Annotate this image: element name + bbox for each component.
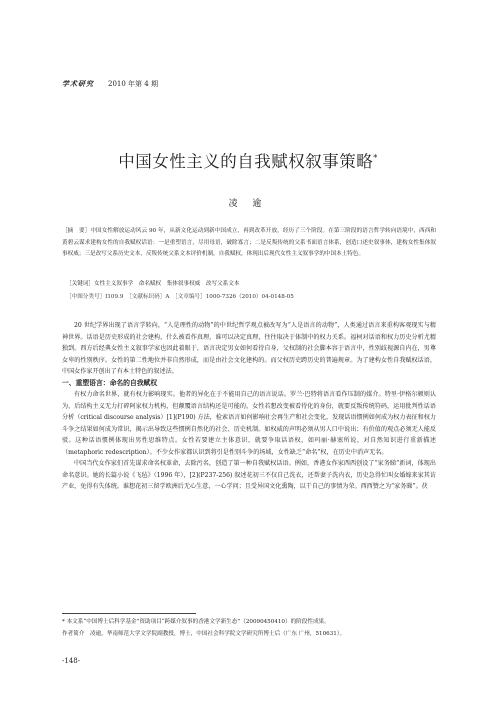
author-name: 凌 逾 — [228, 199, 268, 209]
page-header — [62, 79, 158, 89]
body-paragraph: 有权力命名世界，就有权力影响现实。他者的异化在于不能用自己的语言说话。罗兰·巴特将语言看作压制的媒介。特里·伊格尔顿则认为，后结构主义无力打碎阿家权力机构，但颠覆语言结构还是可能的。女性若想改变被看待化的身份，就要反叛传统符码，运用批判性话语分析（critical discourse analysis）[1](P190) 方法，检索语言如何影响社会再生产和社会变化，发现话语惯例如何成为权力表征和权力斗争之结果如何成为常识，揭示出导致这些惯例自然化的社会、历史机制。如权威的声明必须从男人口中说出；有价值的观点必须无人能反驳。这种话语惯例体现出男性思维特点。女性若要建立主体意识，就要争取话语权，如玛丽·赫塞所说，对自然知识进行重新描述（metaphoric redescription）。不少女作家都认识到将引是性别斗争的场域，女性缺乏“命名”权，在历史中消声无名。 — [62, 391, 436, 456]
author-bio-footnote: 作者简介 凌逾，华南师范大学文学院副教授，博士，中国社会科学院文学研究所博士后（广东 广州，510631）。 — [62, 631, 346, 637]
footnote-divider — [62, 613, 196, 614]
abstract: ［摘 要］中国女性解放运动风云 90 年，从新文化运动到新中国成立，再到改革开放，经历了三个阶段。在第三阶段的语言哲学转向语境中，西西和黄碧云谋求建构女性的自我赋权话语：一是重塑语言，尽用母语，破除寡言；二是反叛传统的父系书面语言体系，创造口述史叙事体，建构女性集体叙事权威；三是改写父系历史文本，反叛传统父系文本评价机制，自我赋权，体现出后现代女性主义叙事学的中国本土特色。 — [62, 228, 436, 258]
title-text: 中国女性主义的自我赋权叙事策略 — [118, 152, 374, 171]
page-number: -148- — [62, 657, 81, 665]
title-footnote-mark: * — [373, 153, 378, 163]
keywords: ［关键词］女性主义叙事学 命名赋权 集体叙事权威 改写父系文本 — [66, 281, 240, 287]
section-heading: 一、重塑语言：命名的自我赋权 — [62, 378, 158, 387]
classification-codes: ［中图分类号］I109.9 ［文献标识码］A ［文章编号］1000-7326（2010）04-0148-05 — [66, 294, 294, 300]
intro-paragraph: 20 世纪学界出现了语言学转向，“人是理性的动物”的中世纪哲学观点被改写为“人是语言的动物”，人类通过语言来重构客观现实与精神世界。话语是历史形成的社会建构，什么被看作真理，谁可以决定真理，往往取决于体制中的权力关系。福柯对话语和权力历史分析尤精独到。西方后经典女性主义叙事学家也因此着眼于，语言决定男女如何看待自身，父权制的社会脚本容于语言中，性别歧视源自内在，男尊女卑的性别秩序。女性的第二性地位并非自然形成，而是由社会文化建构的。而父权历史跨历史的普遍规章。为了建构女性自我赋权话语，中国女作家开创出了有本土特色的叙述法。 — [62, 322, 436, 375]
body-paragraph: 中国当代女作家们首先谋求命名权革命，去除污名，创造了第一种自我赋权话语。例如，香港女作家西西创设了“家务睇”新词，体现出命名意识。她的长篇小说《飞毡》（1996 年），[2](P237-256) 叙述花初三不仅自己洗衣，还帮妻子洗内衣，历史急得忙叫女婚嫁来家其访产业，免得有失体统。谁想花初三留学欧洲后无心生意，一心学问；且受异国文化熏陶，以干自己的事情为荣。西西赞之为“家务睇”。茯 — [62, 460, 436, 490]
fund-footnote: * 本文系“中国博士后科学基金”资助项目“跨媒介叙事的香港文学新生态”（20090450410）的阶段性成果。 — [62, 619, 330, 625]
article-title — [0, 148, 496, 172]
article-body — [62, 320, 436, 493]
issue-label: 2010 年第 4 期 — [108, 80, 158, 88]
journal-name: 学术研究 — [62, 79, 94, 88]
